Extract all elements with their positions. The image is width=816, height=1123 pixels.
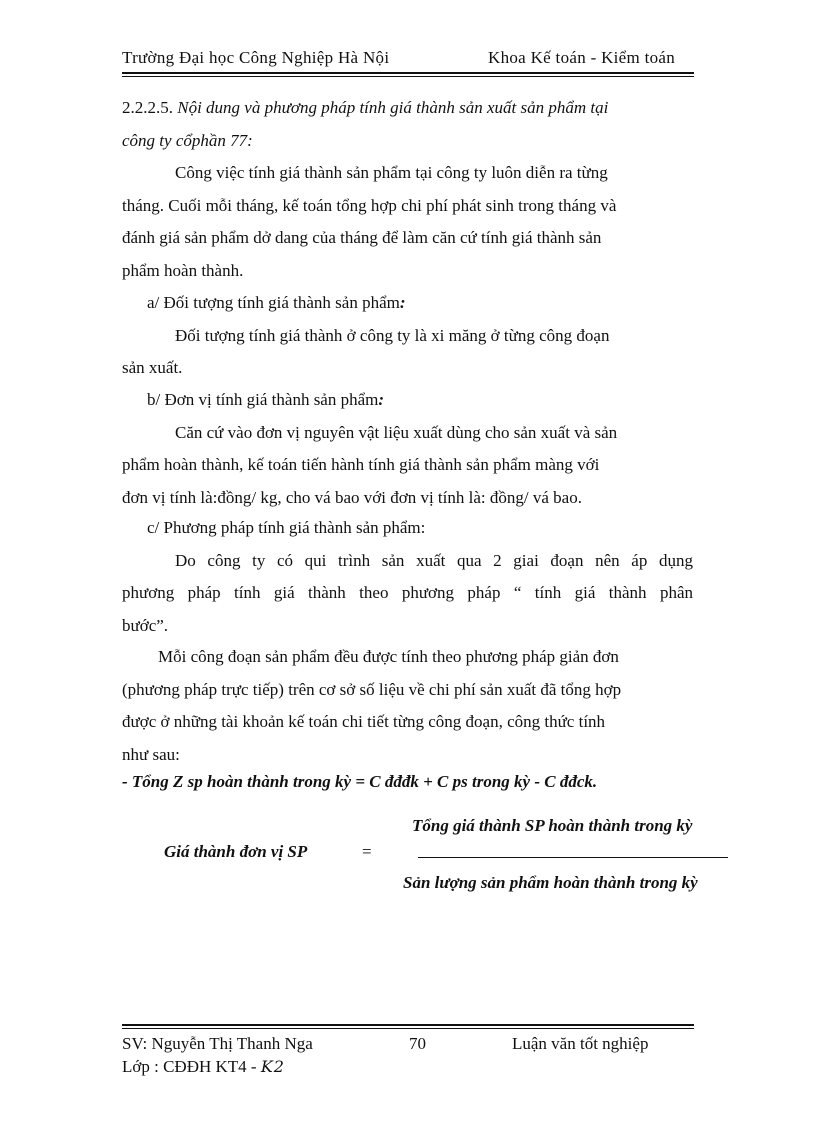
paragraph-intro (122, 157, 693, 287)
para1-line3: đánh giá sản phẩm dở dang của tháng để làm căn cứ tính giá thành sản (122, 228, 602, 247)
footer-rule-top (122, 1024, 694, 1026)
item-c-heading: c/ Phương pháp tính giá thành sản phẩm: (147, 518, 426, 537)
item-b-heading: b/ Đơn vị tính giá thành sản phẩm (147, 390, 379, 409)
footer-class (122, 1057, 285, 1077)
item-a-line2: sản xuất. (122, 358, 183, 377)
item-c (122, 512, 693, 642)
formula-unit-label: Giá thành đơn vị SP (164, 842, 308, 861)
fraction-bar (418, 857, 728, 858)
header-rule-top (122, 72, 694, 74)
para2-line1: Mỗi công đoạn sản phẩm đều được tính theo phương pháp giản đơn (158, 647, 619, 666)
para2-line3: được ở những tài khoản kế toán chi tiết từng công đoạn, công thức tính (122, 712, 606, 731)
para1-line4: phẩm hoàn thành. (122, 260, 244, 280)
item-b-line2: phẩm hoàn thành, kế toán tiến hành tính giá thành sản phẩm màng với (122, 455, 600, 474)
formula-numerator: Tổng giá thành SP hoàn thành trong kỳ (412, 816, 693, 835)
item-a-line1: Đối tượng tính giá thành ở công ty là xi măng ở từng công đoạn (175, 325, 610, 345)
section-number: 2.2.2.5. (122, 98, 173, 117)
item-a-heading: a/ Đối tượng tính giá thành sản phẩm (147, 293, 400, 312)
item-c-line3: bước”. (122, 615, 169, 635)
header-faculty: Khoa Kế toán - Kiểm toán (488, 48, 676, 67)
paragraph-method (122, 641, 693, 771)
header-school: Trường Đại học Công Nghiệp Hà Nội (122, 48, 390, 67)
section-title-line2: công ty cổphần 77: (122, 130, 253, 150)
item-c-line1: Do công ty có qui trình sản xuất qua 2 giai đoạn nên áp dụng (175, 550, 693, 570)
item-b-line3: đơn vị tính là:đồng/ kg, cho vá bao với đơn vị tính là: đồng/ vá bao. (122, 487, 582, 507)
formula-equals: = (362, 842, 372, 861)
item-b-line1: Căn cứ vào đơn vị nguyên vật liệu xuất dùng cho sản xuất và sản (175, 422, 618, 442)
para2-line4: như sau: (122, 744, 180, 764)
formula-denominator: Sản lượng sản phẩm hoàn thành trong kỳ (403, 873, 698, 892)
footer-thesis: Luận văn tốt nghiệp (512, 1034, 649, 1053)
para1-line1: Công việc tính giá thành sản phẩm tại công ty luôn diễn ra từng (175, 163, 608, 182)
item-b-colon: : (378, 390, 385, 409)
footer-student: SV: Nguyễn Thị Thanh Nga (122, 1034, 313, 1053)
item-a-colon: : (399, 293, 406, 312)
para2-line2: (phương pháp trực tiếp) trên cơ sở số liệu về chi phí sản xuất đã tổng hợp (122, 679, 622, 699)
formula-total: - Tổng Z sp hoàn thành trong kỳ = C đđđk + C ps trong kỳ - C đđck. (122, 772, 598, 791)
header-rule-bottom (122, 76, 694, 77)
item-c-line2: phương pháp tính giá thành theo phương pháp “ tính giá thành phân (122, 583, 693, 602)
footer-class-label: Lớp : CĐĐH KT4 - (122, 1057, 261, 1076)
footer-class-suffix: K2 (260, 1057, 285, 1076)
page-number: 70 (409, 1034, 426, 1053)
item-a (122, 287, 693, 385)
section-heading (122, 92, 693, 157)
footer-rule-bottom (122, 1028, 694, 1029)
section-title-line1: Nội dung và phương pháp tính giá thành sản xuất sản phẩm tại (177, 98, 609, 117)
item-b (122, 384, 693, 514)
para1-line2: tháng. Cuối mỗi tháng, kế toán tổng hợp chi phí phát sinh trong tháng và (122, 195, 617, 215)
